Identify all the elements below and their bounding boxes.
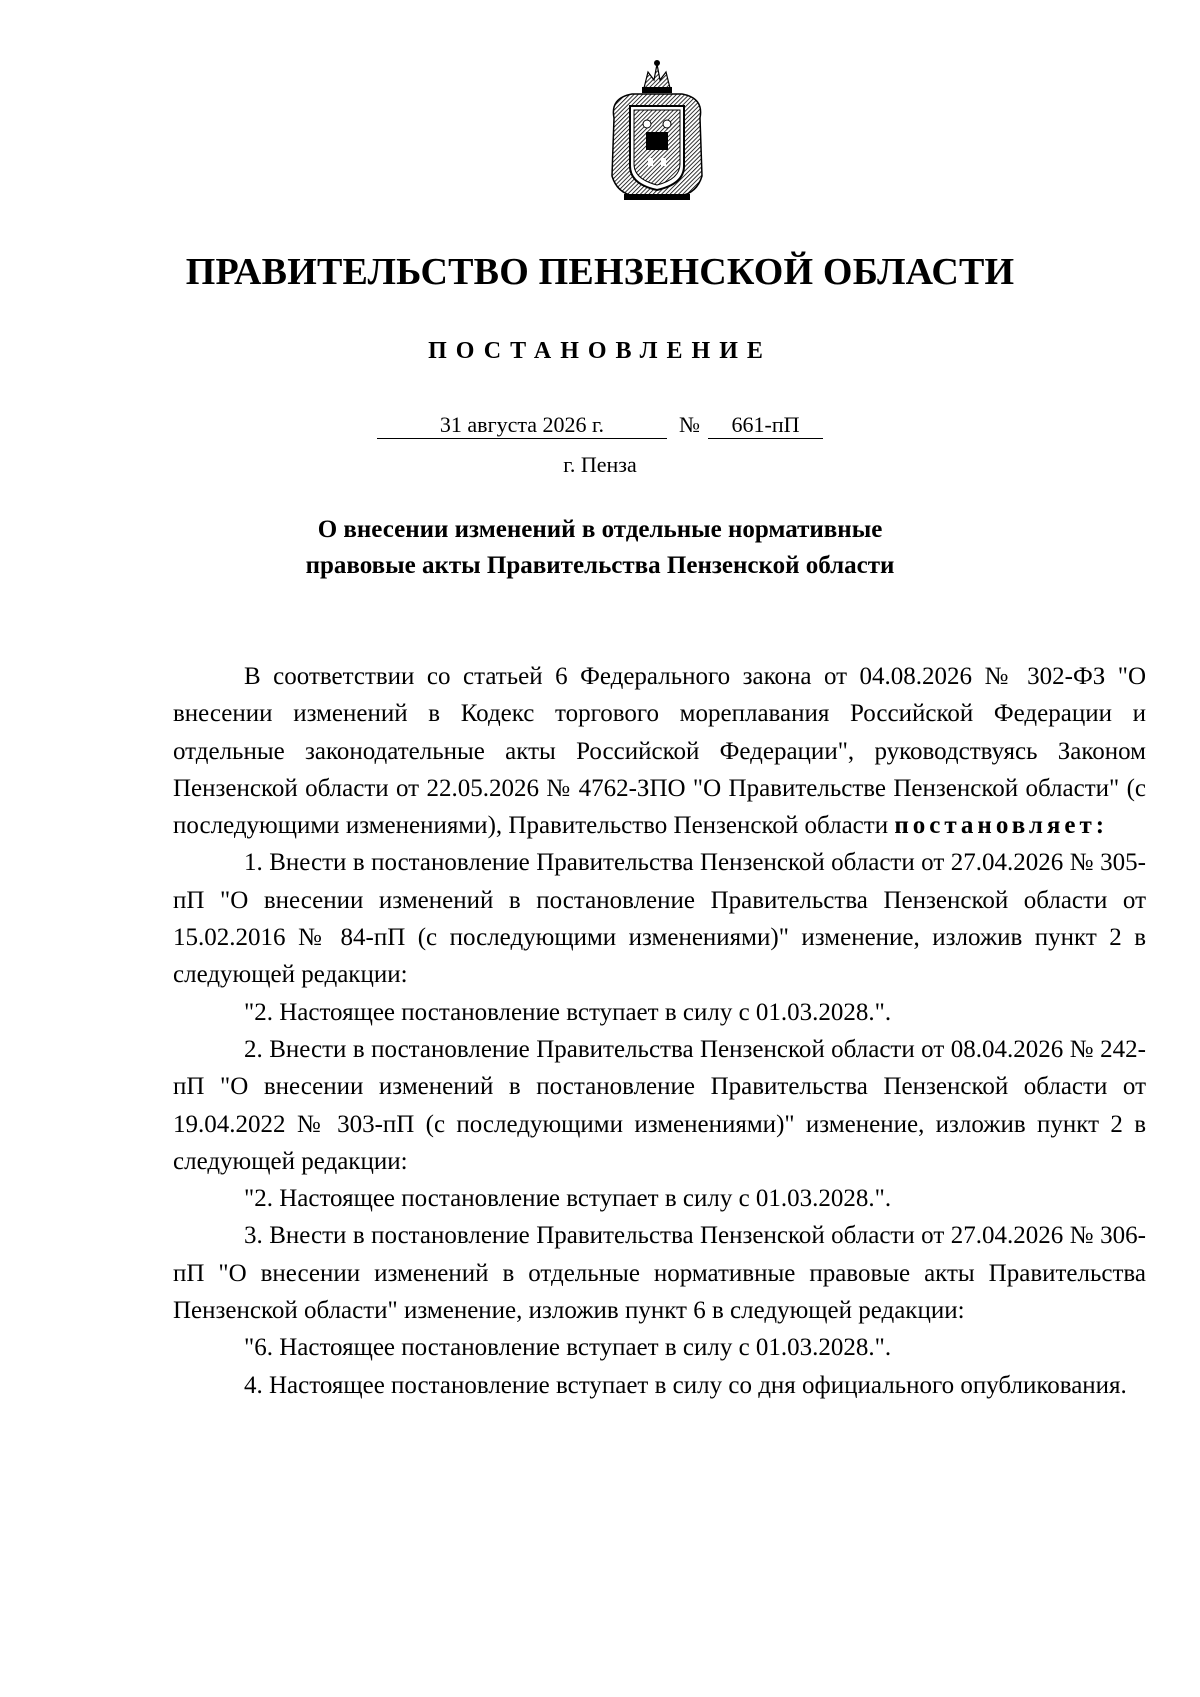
item-2-quote: "2. Настоящее постановление вступает в силу с 01.03.2028.". (244, 1185, 892, 1213)
coat-of-arms-icon (602, 58, 712, 203)
item-3: 3. Внести в постановление Правительства Пензенской области от 27.04.2026 № 306-пП "О внесении изменений в отдельные нормативные правовые акты Правительства Пензенской области" изменение, изложив пункт 6 в следующей редакции: (173, 1222, 1146, 1325)
item-3-quote: "6. Настоящее постановление вступает в силу с 01.03.2028.". (244, 1334, 892, 1362)
item-1-quote: "2. Настоящее постановление вступает в силу с 01.03.2028.". (244, 998, 892, 1026)
document-title (0, 512, 1200, 584)
city: г. Пенза (563, 452, 637, 477)
document-type: ПОСТАНОВЛЕНИЕ (428, 338, 772, 364)
preamble-paragraph (173, 658, 1146, 844)
item-1: 1. Внести в постановление Правительства Пензенской области от 27.04.2026 № 305-пП "О внесении изменений в постановление Правительства Пензенской области от 15.02.2016 № 84-пП (с последующими изменениями)" изменение, изложив пункт 2 в следующей редакции: (173, 849, 1146, 989)
document-number: 661-пП (708, 412, 823, 439)
document-date: 31 августа 2026 г. (377, 412, 667, 439)
date-number-line (0, 412, 1200, 439)
document-body (173, 658, 1146, 1404)
preamble-text: В соответствии со статьей 6 Федерального закона от 04.08.2026 № 302-ФЗ "О внесении изменений в Кодекс торгового мореплавания Российской Федерации и отдельные законодательные акты Российской Федерации", руководствуясь Законом Пензенской области от 22.05.2026 № 4762-ЗПО "О Правительстве Пензенской области" (с последующими изменениями), Правительство Пензенской области (173, 663, 1146, 840)
resolves-word: постановляет: (894, 812, 1109, 840)
government-name: ПРАВИТЕЛЬСТВО ПЕНЗЕНСКОЙ ОБЛАСТИ (185, 251, 1015, 293)
number-sign: № (679, 412, 700, 437)
title-line-2: правовые акты Правительства Пензенской области (305, 552, 895, 579)
item-2: 2. Внести в постановление Правительства Пензенской области от 08.04.2026 № 242-пП "О внесении изменений в постановление Правительства Пензенской области от 19.04.2022 № 303-пП (с последующими изменениями)" изменение, изложив пункт 2 в следующей редакции: (173, 1035, 1146, 1175)
item-4: 4. Настоящее постановление вступает в силу со дня официального опубликования. (244, 1371, 1127, 1399)
title-line-1: О внесении изменений в отдельные нормативные (317, 516, 883, 543)
